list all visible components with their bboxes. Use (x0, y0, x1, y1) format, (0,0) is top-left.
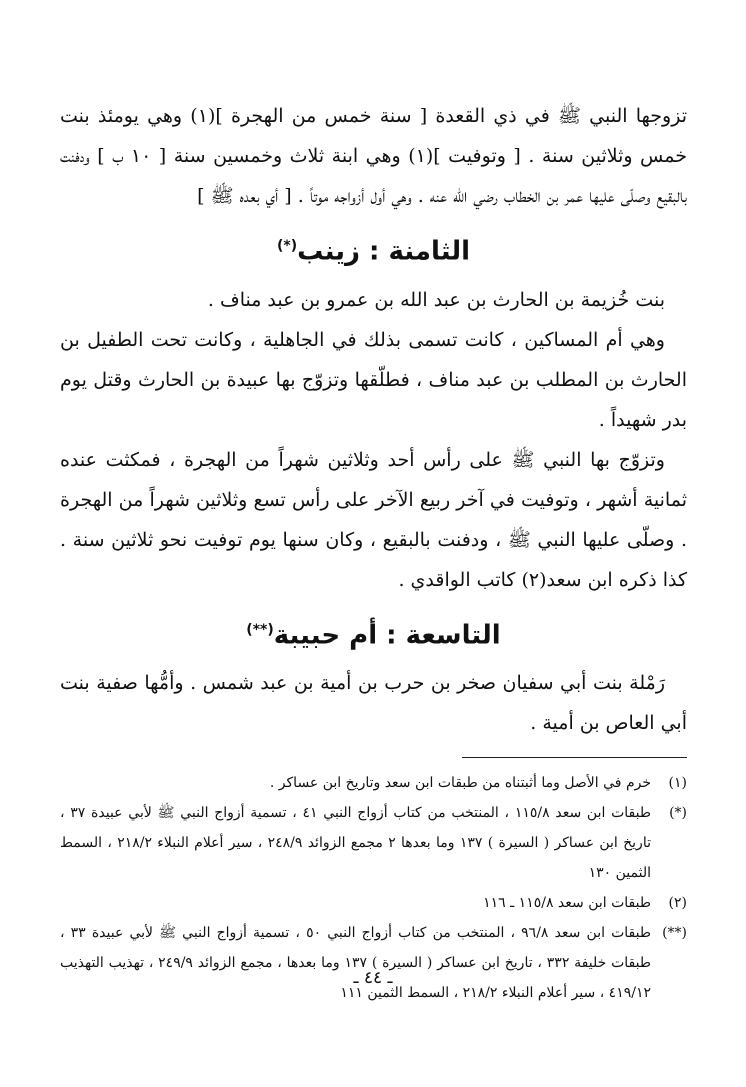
footnote-mark: (**) (662, 925, 687, 942)
footnote-item (60, 768, 687, 798)
footnote-mark: (*) (669, 805, 687, 822)
paragraph-zaynab-umm-masakin: وهي أم المساكين ، كانت تسمى بذلك في الجاهلية ، وكانت تحت الطفيل بن الحارث بن المطلب بن عبد مناف ، فطلّقها وتزوّج بها عبيدة بن الحارث وقتل يوم بدر شهيداً . (60, 328, 687, 431)
section-heading-eighth-text: الثامنة : زينب (297, 236, 471, 267)
footnote-item (60, 798, 687, 888)
footnote-mark: (١) (668, 775, 687, 792)
section-heading-ninth (60, 608, 687, 658)
footnote-text: طبقات ابن سعد ١١٥/٨ ـ ١١٦ (483, 895, 651, 912)
footnote-mark: (٢) (668, 895, 687, 912)
section-heading-eighth-mark: (*) (276, 238, 298, 254)
footnote-item (60, 888, 687, 918)
page-number: ـ ٤٤ ـ (353, 968, 393, 988)
section-heading-ninth-mark: (**) (246, 621, 274, 638)
footnote-text: خرم في الأصل وما أثبتناه من طبقات ابن سعد وتاريخ ابن عساكر . (269, 775, 651, 792)
footnote-text: طبقات ابن سعد ٩٦/٨ ، المنتخب من كتاب أزواج النبي ٥٠ ، تسمية أزواج النبي ﷺ لأبي عبيدة ٣٣ ، طبقات خليفة ٣٣٢ ، تاريخ ابن عساكر ( السيرة ) ١٣٧ وما بعدها ، مجمع الزوائد ٢٤٩/٩ ، تهذيب التهذيب ٤١٩/١٢ ، سير أعلام النبلاء ٢١٨/٢ ، السمط الثمين ١١١ (60, 925, 652, 1002)
footnote-divider (462, 757, 687, 758)
paragraph-zaynab-lineage: بنت خُزيمة بن الحارث بن عبد الله بن عمرو بن عبد مناف . (207, 288, 665, 311)
footnote-item (60, 918, 687, 1008)
footnote-text: طبقات ابن سعد ١١٥/٨ ، المنتخب من كتاب أزواج النبي ٤١ ، تسمية أزواج النبي ﷺ لأبي عبيدة ٣٧ ، تاريخ ابن عساكر ( السيرة ) ١٣٧ وما بعدها ٢ مجمع الزوائد ٢٤٨/٩ ، سير أعلام النبلاء ٢١٨/٢ ، السمط الثمين ١٣٠ (60, 805, 651, 882)
paragraph-zaynab-marriage: وتزوّج بها النبي ﷺ على رأس أحد وثلاثين شهراً من الهجرة ، فمكثت عنده ثمانية أشهر ، وتوفيت في آخر ربيع الآخر على رأس تسع وثلاثين شهراً من الهجرة . وصلّى عليها النبي ﷺ ، ودفنت بالبقيع ، وكان سنها يوم توفيت نحو ثلاثين سنة . كذا ذكره ابن سعد(٢) كاتب الواقدي . (60, 448, 687, 591)
section-heading-ninth-text: التاسعة : أم حبيبة (273, 620, 501, 651)
paragraph-umm-habiba: رَمْلة بنت أبي سفيان صخر بن حرب بن أمية بن عبد شمس . وأمُّها صفية بنت أبي العاص بن أمية . (60, 672, 687, 735)
paragraph-continuation: تزوجها النبي ﷺ في ذي القعدة [ سنة خمس من الهجرة ](١) وهي يومئذ بنت خمس وثلاثين سنة . [ وتوفيت ](١) وهي ابنة ثلاث وخمسين سنة [ ١٠ ب ] ودفنت بالبقيع وصلّى عليها عمر بن الخطاب رضي الله عنه . وهي أول أزواجه موتاً . [ أي بعده ﷺ ] (60, 105, 687, 207)
section-heading-eighth (60, 224, 687, 274)
page-body (60, 96, 687, 1008)
